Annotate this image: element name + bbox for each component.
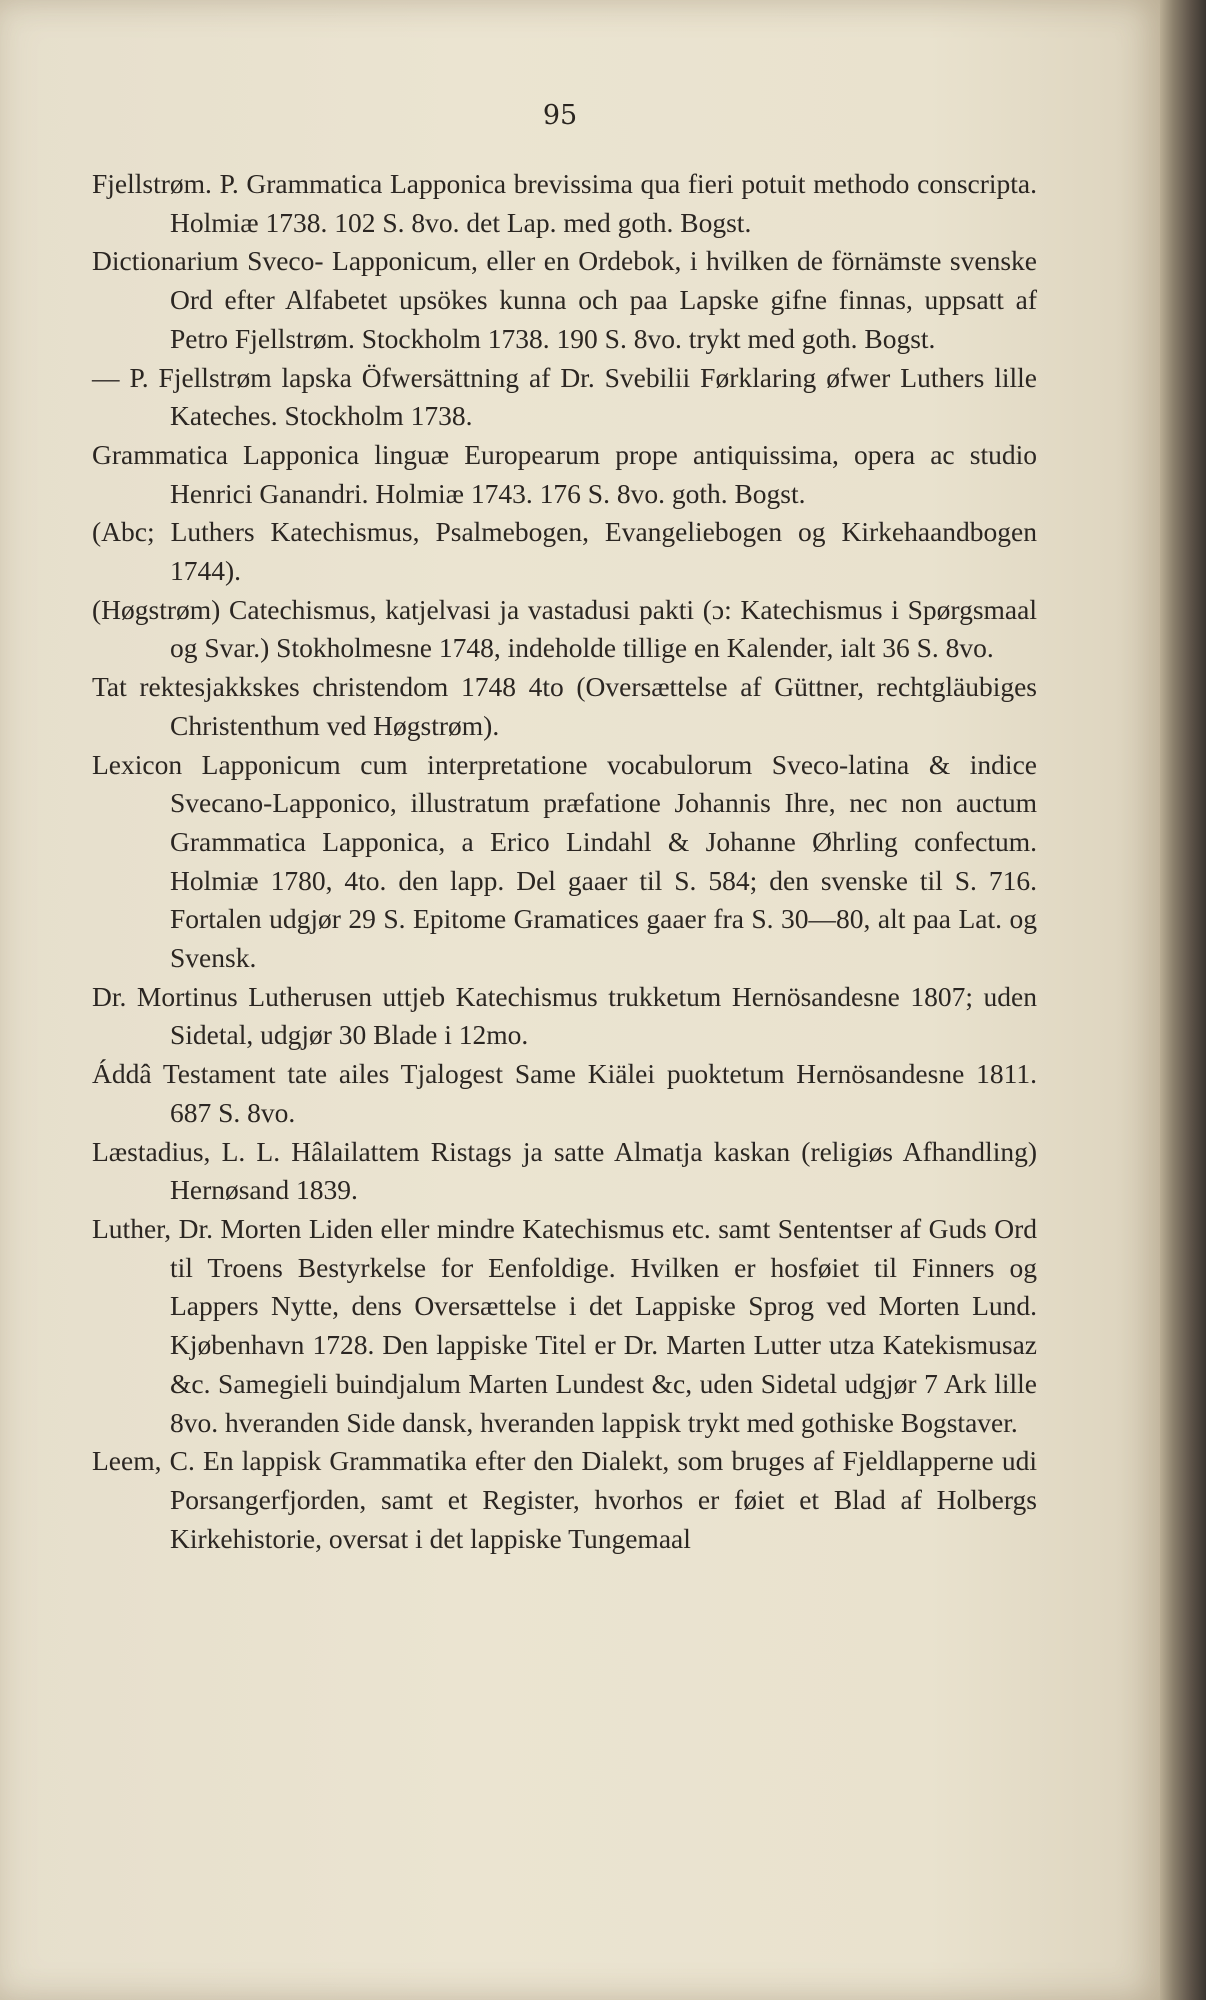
book-page-edge <box>1160 0 1206 2000</box>
bibliography-entry-laestadius: Læstadius, L. L. Hâlailattem Ristags ja satte Almatja kaskan (religiøs Afhandling) Hernøsand 1839. <box>92 1135 1037 1206</box>
bibliography-list <box>92 165 1037 1558</box>
page-number: 95 <box>542 100 578 131</box>
bibliography-entry-dictionarium: Dictionarium Sveco- Lapponicum, eller en Ordebok, i hvilken de förnämste svenske Ord efter Alfabetet upsökes kunna och paa Lapske gifne finnas, uppsatt af Petro Fjellstrøm. Stockholm 1738. 190 S. 8vo. trykt med goth. Bogst. <box>92 245 1037 354</box>
bibliography-entry-hogstrom-catechismus: (Høgstrøm) Catechismus, katjelvasi ja vastadusi pakti (ɔ: Katechismus i Spørgsmaal og Svar.) Stokholmesne 1748, indeholde tillige en Kalender, ialt 36 S. 8vo. <box>92 593 1037 664</box>
bibliography-entry-leem-grammatika: Leem, C. En lappisk Grammatika efter den Dialekt, som bruges af Fjeldlapperne udi Porsangerfjorden, samt et Register, hvorhos er føiet et Blad af Holbergs Kirkehistorie, oversat i det lappiske Tungemaal <box>92 1445 1037 1554</box>
bibliography-entry-fjellstrom-oversattning: — P. Fjellstrøm lapska Öfwersättning af Dr. Svebilii Førklaring øfwer Luthers lille Kateches. Stockholm 1738. <box>92 361 1037 432</box>
bibliography-entry-adda-testament: Áddâ Testament tate ailes Tjalogest Same Kiälei puoktetum Hernösandesne 1811. 687 S. 8vo. <box>92 1058 1037 1128</box>
bibliography-entry-fjellstrom-grammatica: Fjellstrøm. P. Grammatica Lapponica brevissima qua fieri potuit methodo conscripta. Holmiæ 1738. 102 S. 8vo. det Lap. med goth. Bogst. <box>92 168 1037 238</box>
bibliography-entry-tat-rektesjakkskes: Tat rektesjakkskes christendom 1748 4to (Oversættelse af Güttner, rechtgläubiges Christenthum ved Høgstrøm). <box>92 671 1037 741</box>
bibliography-entry-luther-katechismus: Luther, Dr. Morten Liden eller mindre Katechismus etc. samt Sententser af Guds Ord til Troens Bestyrkelse for Eenfoldige. Hvilken er hosføiet til Finners og Lappers Nytte, dens Oversættelse i det Lappiske Sprog ved Morten Lund. Kjøbenhavn 1728. Den lappiske Titel er Dr. Marten Lutter utza Katekismusaz &c. Samegieli buindjalum Marten Lundest &c, uden Sidetal udgjør 7 Ark lille 8vo. hveranden Side dansk, hveranden lappisk trykt med gothiske Bogstaver. <box>92 1212 1037 1438</box>
bibliography-entry-grammatica-ganandri: Grammatica Lapponica linguæ Europearum prope antiquissima, opera ac studio Henrici Ganandri. Holmiæ 1743. 176 S. 8vo. goth. Bogst. <box>92 438 1037 509</box>
bibliography-entry-lexicon-lapponicum: Lexicon Lapponicum cum interpretatione vocabulorum Sveco-latina & indice Svecano-Lapponico, illustratum præfatione Johannis Ihre, nec non auctum Grammatica Lapponica, a Erico Lindahl & Johanne Øhrling confectum. Holmiæ 1780, 4to. den lapp. Del gaaer til S. 584; den svenske til S. 716. Fortalen udgjør 29 S. Epitome Gramatices gaaer fra S. 30—80, alt paa Lat. og Svensk. <box>92 748 1037 974</box>
bibliography-entry-lutherusen: Dr. Mortinus Lutherusen uttjeb Katechismus trukketum Hernösandesne 1807; uden Sidetal, udgjør 30 Blade i 12mo. <box>92 980 1037 1051</box>
bibliography-entry-abc-1744: (Abc; Luthers Katechismus, Psalmebogen, Evangeliebogen og Kirkehaandbogen 1744). <box>92 516 1037 587</box>
